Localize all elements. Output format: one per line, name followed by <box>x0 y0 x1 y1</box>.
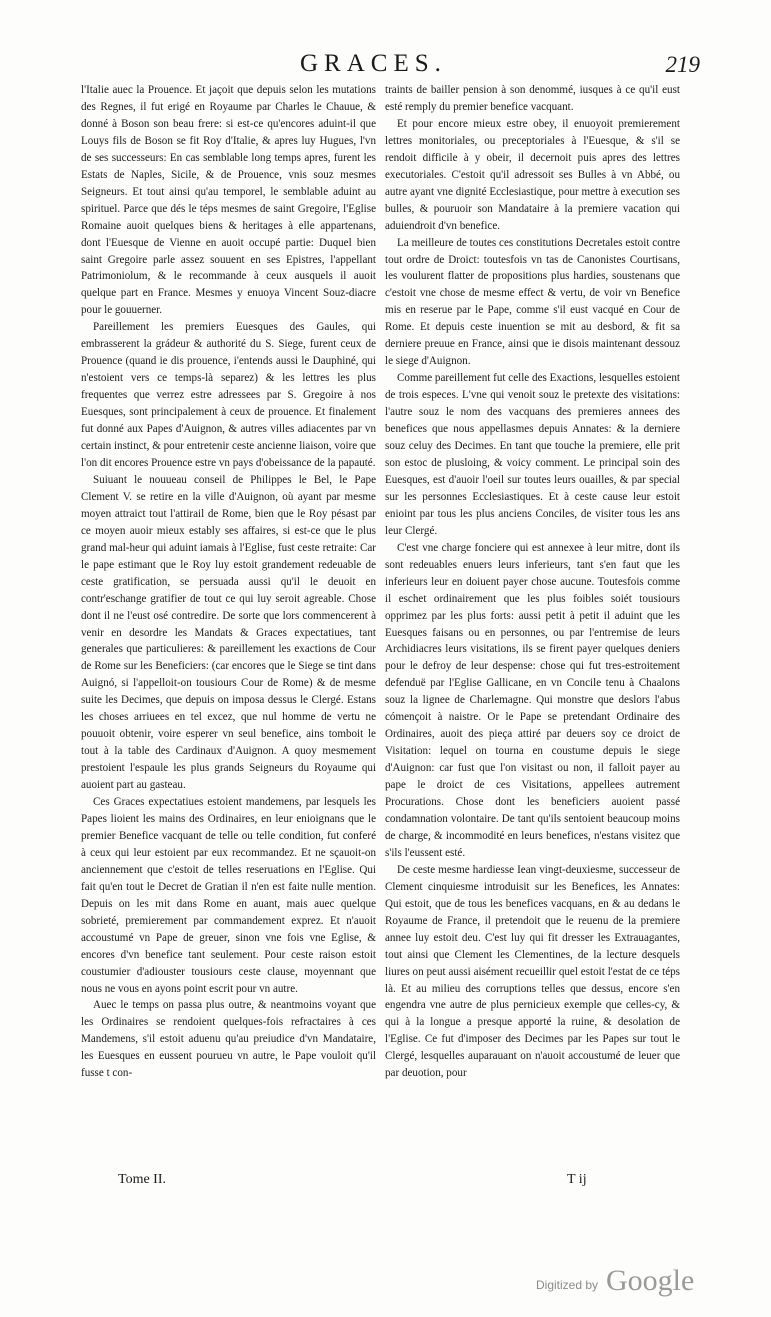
paragraph: l'Italie auec la Prouence. Et jaçoit que depuis selon les mutations des Regnes, il fut erigé en Royaume par Charles le Chauue, & donné à Boson son beau frere: si est-ce qu'encores aduint-il que Louys fils de Boson se fit Roy d'Italie, & apres luy Hugues, l'vn de ses successeurs: En cas semblable long temps apres, furent les Estats de Naples, Sicile, & de Prouence, vnis souz mesmes Seigneurs. Et tout ainsi qu'au temporel, le semblable aduint au spirituel. Parce que dés le téps mesmes de saint Gregoire, l'Eglise Romaine auoit quelques biens & heritages à elle appartenans, dont l'Euesque de Vienne en auoit occupé partie: Duquel bien saint Gregoire parle assez souuent en ses Epistres, l'appellant Patrimoniolum, & le recommande à ceux ausquels il auoit quelque part en France. Mesmes y enuoya Vincent Souz-diacre pour le gouuerner. <box>81 84 376 317</box>
paragraph: Suiuant le nouueau conseil de Philippes le Bel, le Pape Clement V. se retire en la ville d'Auignon, où ayant par mesme moyen attraict tout l'attirail de Rome, bien que le Roy pésast par ce moyen auoir mieux estably ses affaires, si est-ce que le plus grand mal-heur qui aduint iamais à l'Eglise, fust ceste retraite: Car le pape estimant que le Roy luy estoit grandement redeuable de ceste gratification, se persuada aussi qu'il le deuoit en contr'eschange gratifier de tout ce qui luy seroit agreable. Chose dont il ne l'eust osé contredire. De sorte que lors commencerent à venir en desordre les Mandats & Graces expectatiues, tant generales que particulieres: & pareillement les exactions de Cour de Rome sur les Beneficiers: (car encores que le Siege se tint dans Auignó, si l'appelloit-on tousiours Cour de Rome) & de mesme suite les Decimes, que depuis on imposa dessus le Clergé. Estans les choses arriuees en tel excez, que nul homme de vertu ne pouuoit obtenir, voire esperer vn seul benefice, ains tomboit le tout à la table des Cardinaux d'Auignon. A quoy mesmement prestoient l'espaule les plus grands Seigneurs du Royaume qui auoient part au gasteau. <box>81 473 376 792</box>
page-title: GRACES. <box>300 50 447 77</box>
paragraph: La meilleure de toutes ces constitutions Decretales estoit contre tout ordre de Droict: toutesfois vn tas de Canonistes Courtisans, les voulurent flatter de propositions plus hardies, soustenans que c'estoit vne chose de mesme effect & vertu, de voir vn Benefice mis en reserue par le Pape, comme s'il eust vacqué en Cour de Rome. Et depuis ceste inuention se mit au desbord, & fit sa derniere preuue en France, ainsi que ie disois maintenant dessouz le siege d'Auignon. <box>385 236 680 368</box>
right-text-column <box>385 82 680 1182</box>
paragraph: Pareillement les premiers Euesques des Gaules, qui embrasserent la grádeur & authorité du S. Siege, furent ceux de Prouence (quand ie dis prouence, i'entends aussi le Dauphiné, qui n'estoient vers ce temps-là separez) & les lettres les plus frequentes que verrez estre adressees par S. Gregoire à nos Euesques, sont principalement à ceux de prouence. Et finalement fut donné aux Papes d'Auignon, & autres villes adiacentes par vn certain instinct, & pour entretenir ceste ancienne liaison, voire que l'on dit encores Prouence estre vn pays d'obeissance de la papauté. <box>81 321 376 469</box>
paragraph: C'est vne charge fonciere qui est annexee à leur mitre, dont ils sont redeuables enuers leurs inferieurs, tant s'en faut que les inferieurs leur en doiuent payer chose aucune. Toutesfois comme il eschet ordinairement que les plus foibles soiét tousiours opprimez par les plus forts: aussi petit à petit il aduint que les Euesques faisans ou en personnes, ou par l'entremise de leurs Archidiacres leurs visitations, ils se firent payer quelques deniers pour le defroy de leur despense: chose qui fut tres-estroitement defenduë par l'Eglise Gallicane, en vn Concile tenu à Chaalons souz la lignee de Charlemagne. Qui monstre que deslors l'abus cómençoit à naistre. Or le Pape se pretendant Ordinaire des Ordinaires, auoit des pieça attiré par deuers soy ce droict de Visitation: lequel on tourna en coustume depuis le siege d'Auignon: car fust que l'on visitast ou non, il falloit payer au pape le droict de ces Visitations, appellees autrement Procurations. Chose dont les beneficiers auoient passé condamnation volontaire. De tant qu'ils sentoient beaucoup moins de charge, & incommodité en leurs benefices, n'estans visitez que s'ils l'eussent esté. <box>385 541 680 859</box>
paragraph: Ces Graces expectatiues estoient mandemens, par lesquels les Papes lioient les mains des Ordinaires, en leur enioignans que le premier Benefice vacquant de telle ou telle condition, fut conferé à ceux qui leur estoient par eux recommandez. Et ne sçauoit-on anciennement que c'estoit de telles reseruations en l'Eglise. Qui fait qu'en tout le Decret de Gratian il n'en est faite nulle mention. Depuis on les mit dans Rome en auant, mais auec quelque sobrieté, premierement par commandement exprez. Et n'auoit accoustumé vn Pape de greuer, sinon vne fois vne Eglise, & encores d'vn benefice tant seulement. Pour ceste raison estoit coustumier d'adiouster tousiours ceste clause, moyennant que nous ne vous en ayons point escrit pour vn autre. <box>81 796 376 995</box>
digitization-watermark <box>536 1262 741 1298</box>
volume-label: Tome II. <box>118 1172 167 1187</box>
paragraph: Comme pareillement fut celle des Exactions, lesquelles estoient de trois especes. L'vne qui venoit souz le pretexte des visitations: l'autre souz le nom des vacquans des premieres annees des benefices que nous appellasmes depuis Annates: & la derniere souz celuy des Decimes. En tant que touche la premiere, elle prit son estoc de plusloing, & voicy comment. Le principal soin des Euesques, est d'auoir l'oeil sur toutes leurs ouailles, & par special sur les personnes Ecclesiastiques. Et à ceste cause leur estoit enioint par tous les plus anciens Conciles, de visiter tous les ans leur Clergé. <box>385 372 680 537</box>
watermark-prefix: Digitized by <box>536 1278 599 1292</box>
running-head <box>80 50 700 84</box>
signature-mark: T ij <box>567 1172 587 1187</box>
google-logo: Google <box>606 1264 695 1297</box>
paragraph: Et pour encore mieux estre obey, il enuoyoit premierement lettres monitoriales, ou preceptoriales à l'Euesque, & s'il se rendoit difficile à y obeir, il decernoit puis apres des lettres executoriales. C'estoit qu'il adressoit ses Bulles à vn Abbé, ou autre ayant vne dignité Ecclesiastique, pour mettre à execution ses bulles, & pouruoir son Mandataire à la premiere vacation qui aduiendroit d'vn benefice. <box>385 117 680 232</box>
paragraph: traints de bailler pension à son denommé, iusques à ce qu'il eust esté remply du premier benefice vacquant. <box>385 84 680 113</box>
paragraph: De ceste mesme hardiesse Iean vingt-deuxiesme, successeur de Clement cinquiesme introduisit sur les Benefices, les Annates: Qui estoit, que de tous les benefices vacquans, en & au dedans le Royaume de France, il pretendoit que le reuenu de la premiere annee luy estoit deu. C'est luy qui fit dresser les Extrauagantes, tout ainsi que Clement les Clementines, de la lecture desquels liures on peut aussi aisément recueillir quel estoit l'estat de ce téps là. Et au milieu des corruptions telles que dessus, encore s'en engendra vne autre de plus pernicieux exemple que celles-cy, & qui à la longue a presque apporté la ruine, & desolation de l'Eglise. Ce fut d'imposer des Decimes par les Papes sur tout le Clergé, lesquelles auparauant on n'auoit accoustumé de leuer que par deuotion, pour <box>385 863 680 1080</box>
left-text-column <box>81 82 376 1182</box>
paragraph: Auec le temps on passa plus outre, & neantmoins voyant que les Ordinaires se rendoient quelques-fois refractaires à ces Mandemens, s'il estoit aduenu qu'au preiudice d'vn Mandataire, les Euesques en eussent pourueu vn autre, le Pape vouloit qu'il fusse t con- <box>81 999 376 1080</box>
page-number: 219 <box>665 52 700 77</box>
